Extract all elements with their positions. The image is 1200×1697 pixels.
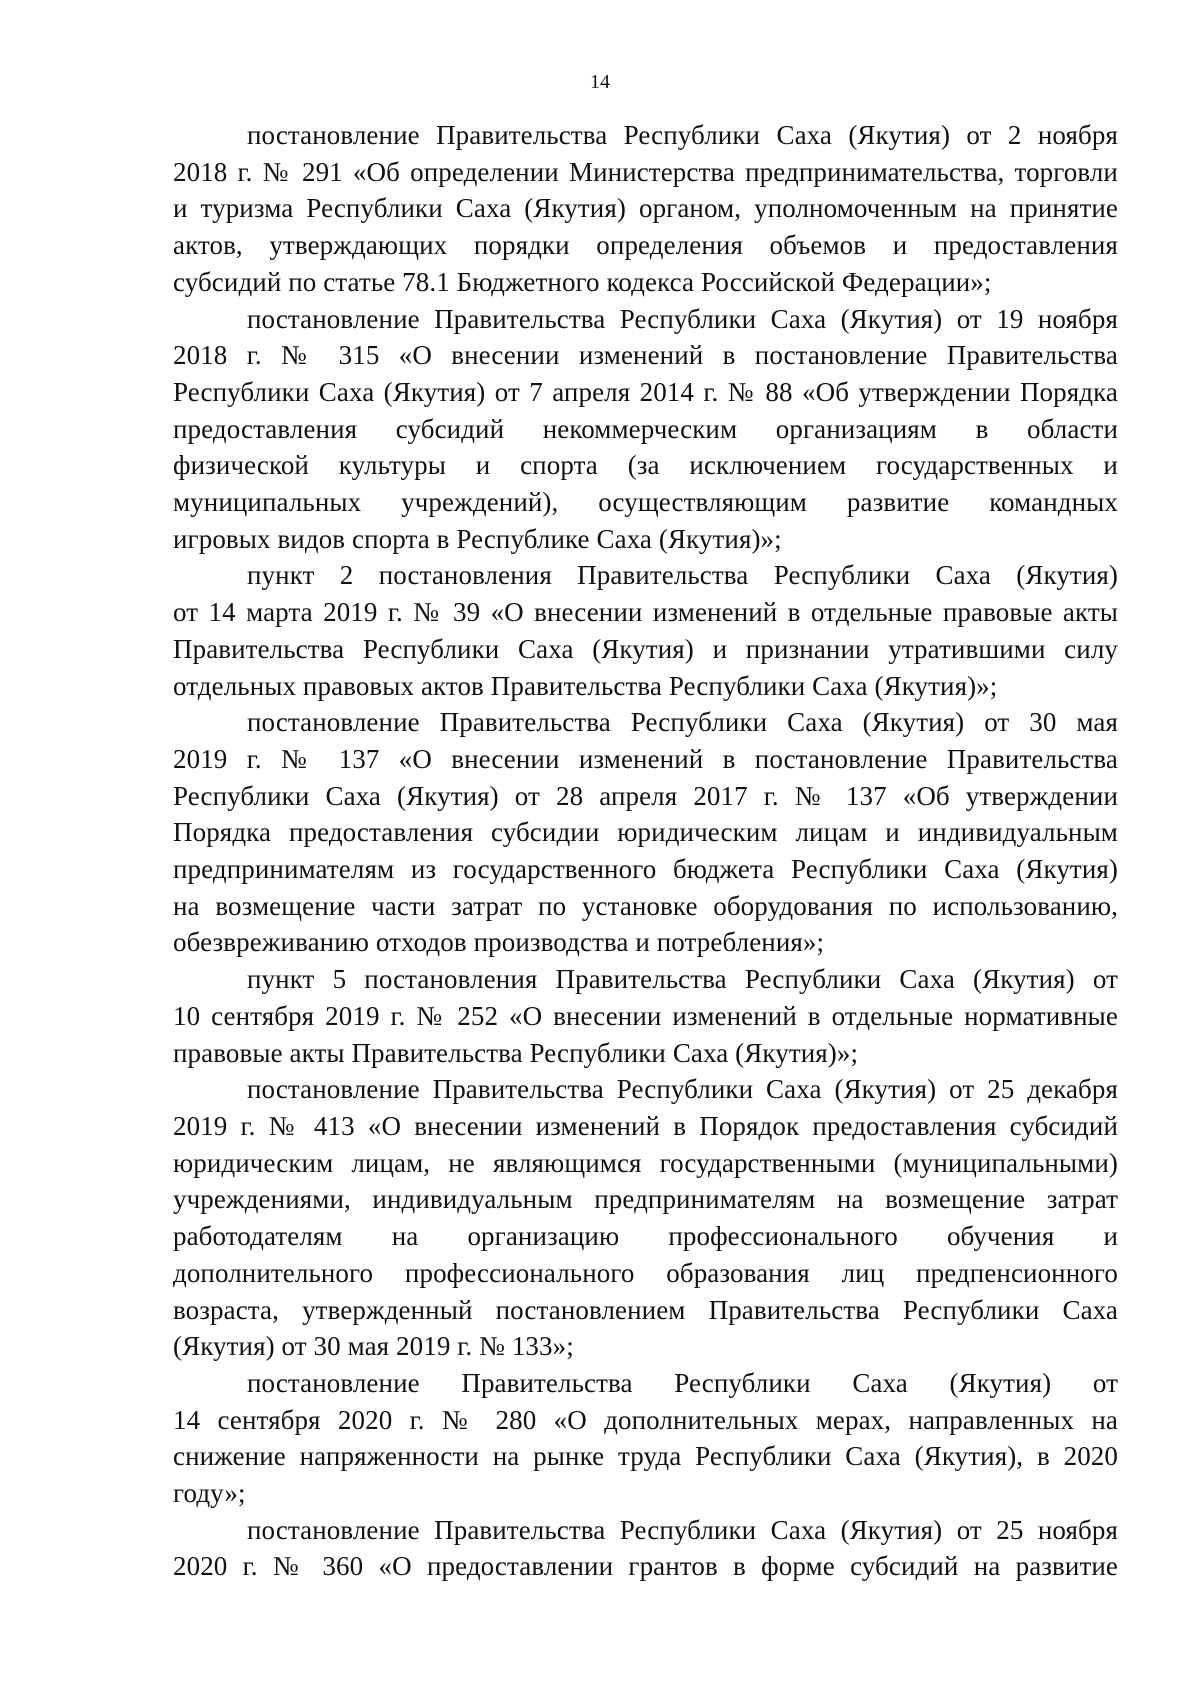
text-line: игровых видов спорта в Республике Саха (Якутия)»;	[173, 523, 782, 554]
text-line: 2018 г. № 315 «О внесении изменений в постановление Правительства	[173, 340, 1118, 371]
text-line: от 14 марта 2019 г. № 39 «О внесении изменений в отдельные правовые акты	[173, 597, 1118, 628]
paragraph	[173, 961, 1118, 1071]
text-line: работодателям на организацию профессионального обучения и	[173, 1221, 1118, 1252]
text-line: Правительства Республики Саха (Якутия) и признании утратившими силу	[173, 633, 1118, 664]
text-line: снижение напряженности на рынке труда Республики Саха (Якутия), в 2020	[173, 1441, 1118, 1472]
text-line: 2020 г. № 360 «О предоставлении грантов в форме субсидий на развитие	[173, 1551, 1118, 1582]
text-line: постановление Правительства Республики Саха (Якутия) от 19 ноября	[247, 303, 1118, 334]
paragraph	[173, 1071, 1118, 1365]
paragraph	[173, 1365, 1118, 1512]
text-line: Порядка предоставления субсидии юридическим лицам и индивидуальным	[173, 817, 1118, 848]
text-line: Республики Саха (Якутия) от 28 апреля 2017 г. № 137 «Об утверждении	[173, 780, 1118, 811]
text-line: пункт 5 постановления Правительства Республики Саха (Якутия) от	[247, 964, 1118, 995]
paragraph	[173, 704, 1118, 961]
text-line: учреждениями, индивидуальным предпринимателям на возмещение затрат	[173, 1184, 1118, 1215]
text-line: предпринимателям из государственного бюджета Республики Саха (Якутия)	[173, 854, 1118, 885]
text-line: 14 сентября 2020 г. № 280 «О дополнительных мерах, направленных на	[173, 1404, 1118, 1435]
paragraph	[173, 117, 1118, 301]
page-number: 14	[590, 71, 610, 93]
text-line: 2019 г. № 137 «О внесении изменений в постановление Правительства	[173, 743, 1118, 774]
text-line: на возмещение части затрат по установке оборудования по использованию,	[173, 890, 1118, 921]
text-line: пункт 2 постановления Правительства Республики Саха (Якутия)	[247, 560, 1118, 591]
text-line: Республики Саха (Якутия) от 7 апреля 2014 г. № 88 «Об утверждении Порядка	[173, 376, 1118, 407]
text-line: отдельных правовых актов Правительства Республики Саха (Якутия)»;	[173, 670, 998, 701]
text-line: постановление Правительства Республики Саха (Якутия) от 2 ноября	[247, 120, 1118, 150]
text-line: обезвреживанию отходов производства и потребления»;	[173, 927, 825, 958]
text-line: 10 сентября 2019 г. № 252 «О внесении изменений в отдельные нормативные	[173, 1000, 1118, 1031]
text-line: постановление Правительства Республики Саха (Якутия) от 30 мая	[247, 707, 1118, 738]
text-line: дополнительного профессионального образования лиц предпенсионного	[173, 1257, 1118, 1288]
text-line: 2018 г. № 291 «Об определении Министерства предпринимательства, торговли	[173, 156, 1118, 187]
text-line: муниципальных учреждений), осуществляющим развитие командных	[173, 487, 1118, 518]
text-line: возраста, утвержденный постановлением Правительства Республики Саха	[173, 1294, 1118, 1325]
text-line: актов, утверждающих порядки определения объемов и предоставления	[173, 230, 1118, 261]
text-line: юридическим лицам, не являющимся государственными (муниципальными)	[173, 1147, 1118, 1178]
text-line: предоставления субсидий некоммерческим организациям в области	[173, 413, 1118, 444]
text-line: и туризма Республики Саха (Якутия) органом, уполномоченным на принятие	[173, 193, 1118, 224]
text-line: постановление Правительства Республики Саха (Якутия) от 25 декабря	[247, 1074, 1118, 1105]
text-line: 2019 г. № 413 «О внесении изменений в Порядок предоставления субсидий	[173, 1110, 1118, 1141]
paragraph	[173, 1512, 1118, 1585]
text-line: физической культуры и спорта (за исключением государственных и	[173, 450, 1118, 481]
text-line: постановление Правительства Республики Саха (Якутия) от	[247, 1367, 1118, 1398]
paragraph	[173, 557, 1118, 704]
paragraph	[173, 301, 1118, 558]
text-line: субсидий по статье 78.1 Бюджетного кодекса Российской Федерации»;	[173, 266, 992, 297]
text-line: году»;	[173, 1478, 246, 1509]
text-line: постановление Правительства Республики Саха (Якутия) от 25 ноября	[247, 1514, 1118, 1545]
document-body	[173, 117, 1118, 1585]
text-line: правовые акты Правительства Республики Саха (Якутия)»;	[173, 1037, 859, 1068]
text-line: (Якутия) от 30 мая 2019 г. № 133»;	[173, 1331, 574, 1362]
